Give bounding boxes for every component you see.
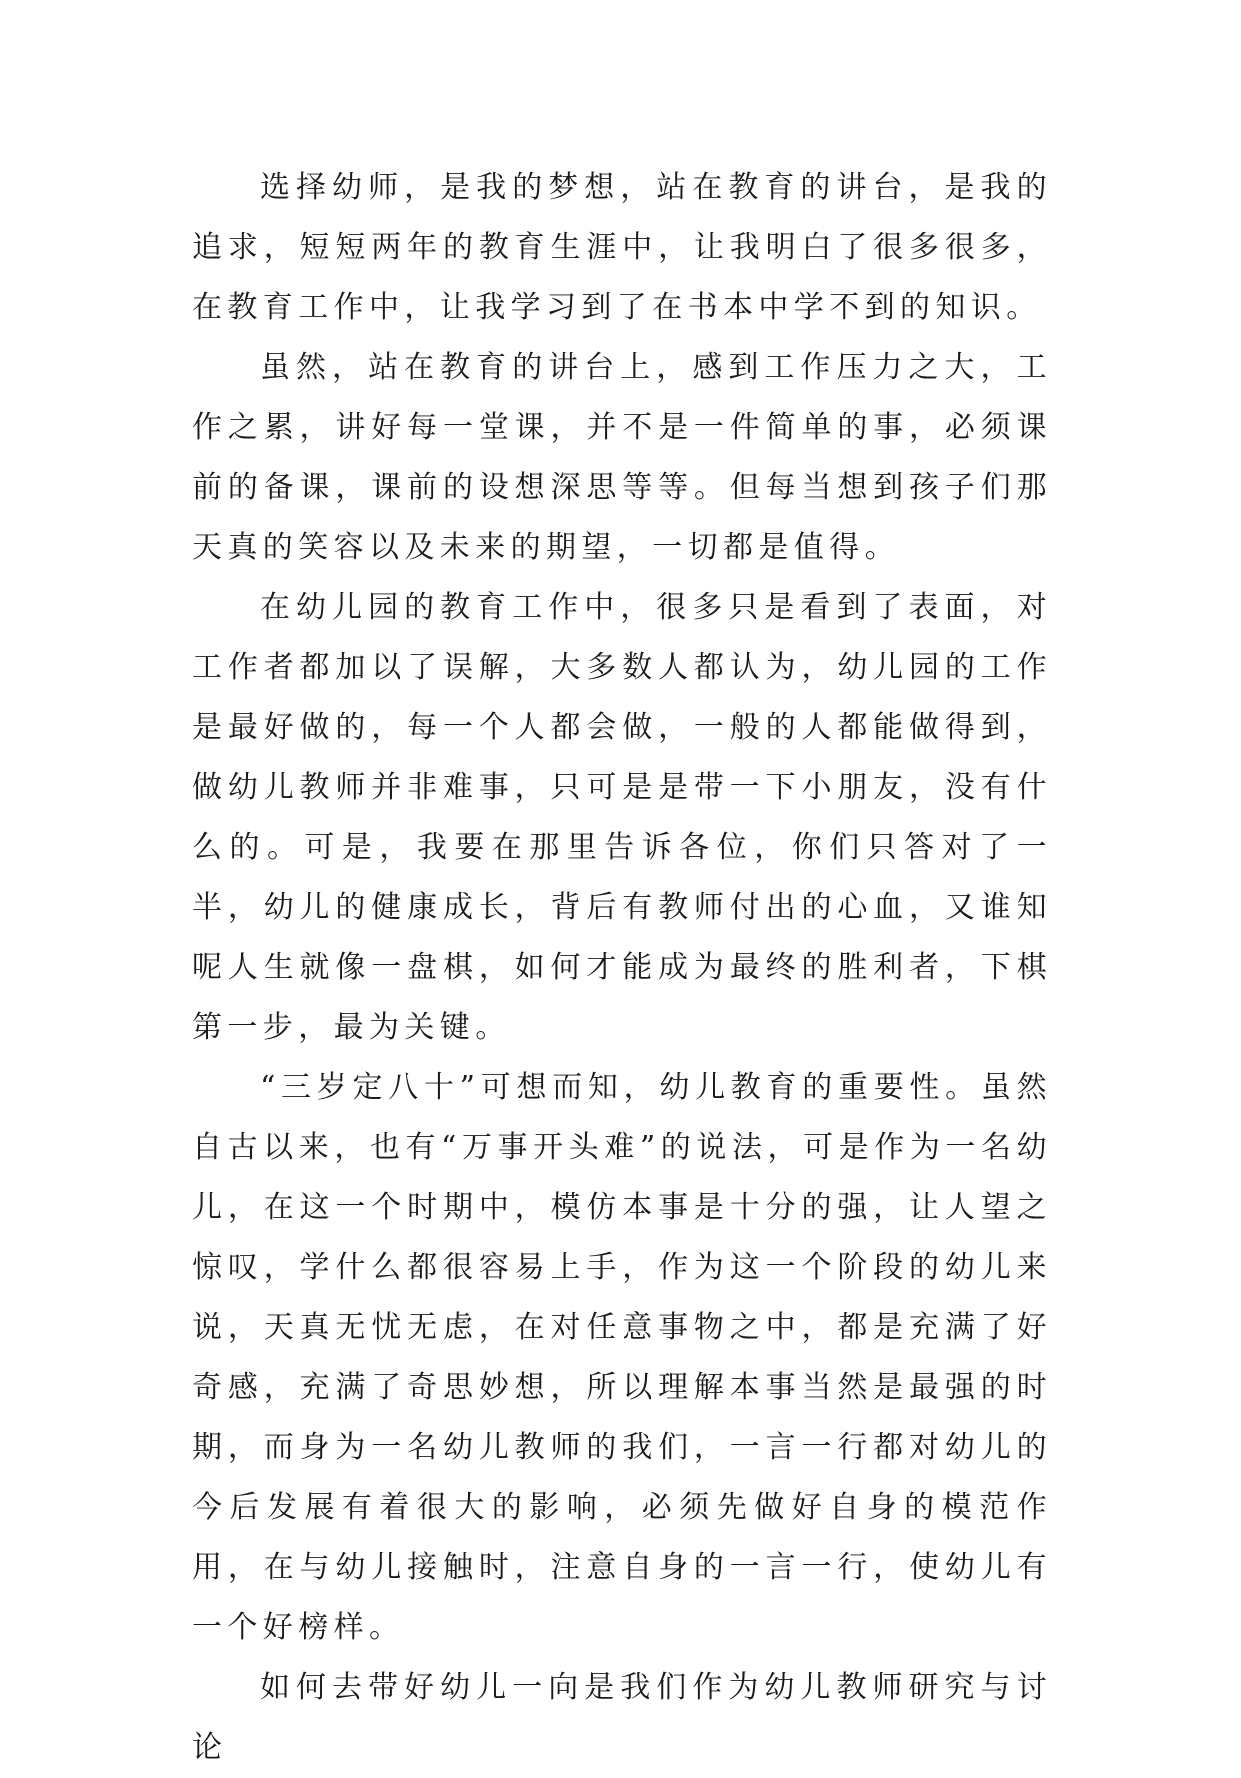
paragraph: “三岁定八十”可想而知，幼儿教育的重要性。虽然自古以来，也有“万事开头难”的说法，可是作为一名幼儿，在这一个时期中，模仿本事是十分的强，让人望之惊叹，学什么都很容易上手，作为这一个阶段的幼儿来说，天真无忧无虑，在对任意事物之中，都是充满了好奇感，充满了奇思妙想，所以理解本事当然是最强的时期，而身为一名幼儿教师的我们，一言一行都对幼儿的今后发展有着很大的影响，必须先做好自身的模范作用，在与幼儿接触时，注意自身的一言一行，使幼儿有一个好榜样。 <box>192 1070 1052 1645</box>
paragraph: 在幼儿园的教育工作中，很多只是看到了表面，对工作者都加以了误解，大多数人都认为，幼儿园的工作是最好做的，每一个人都会做，一般的人都能做得到，做幼儿教师并非难事，只可是是带一下小朋友，没有什么的。可是，我要在那里告诉各位，你们只答对了一半，幼儿的健康成长，背后有教师付出的心血，又谁知呢人生就像一盘棋，如何才能成为最终的胜利者，下棋第一步，最为关键。 <box>192 590 1052 1045</box>
paragraph: 选择幼师，是我的梦想，站在教育的讲台，是我的追求，短短两年的教育生涯中，让我明白了很多很多，在教育工作中，让我学习到了在书本中学不到的知识。 <box>192 170 1052 325</box>
document-body <box>192 158 1052 1778</box>
paragraph: 如何去带好幼儿一向是我们作为幼儿教师研究与讨论 <box>192 1670 1052 1765</box>
paragraph: 虽然，站在教育的讲台上，感到工作压力之大，工作之累，讲好每一堂课，并不是一件简单的事，必须课前的备课，课前的设想深思等等。但每当想到孩子们那天真的笑容以及未来的期望，一切都是值得。 <box>192 350 1052 565</box>
